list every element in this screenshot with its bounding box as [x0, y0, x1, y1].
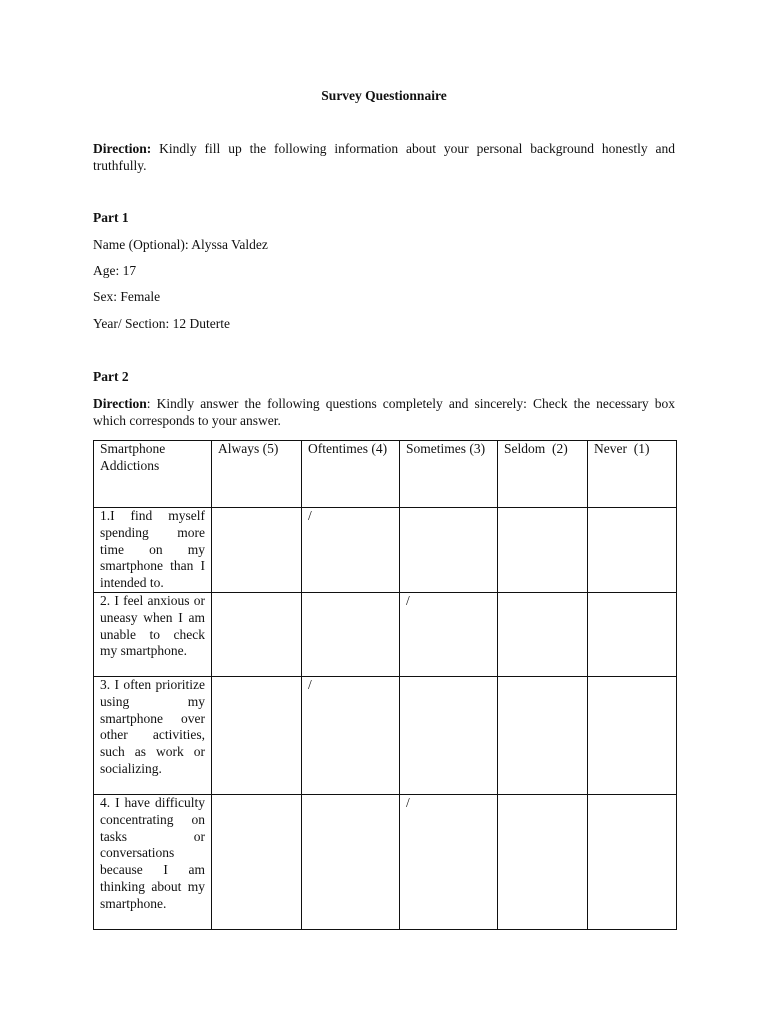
part-2-heading: Part 2: [93, 369, 129, 384]
direction-text: Kindly fill up the following information about your personal background honestly and truthfully.: [93, 141, 675, 173]
table-header-row: [94, 441, 677, 508]
name-line: Name (Optional): Alyssa Valdez: [93, 237, 268, 252]
direction-label: Direction: [93, 396, 147, 411]
direction-paragraph-2: [93, 396, 675, 429]
answer-cell-oftentimes[interactable]: /: [302, 508, 400, 593]
table-row: [94, 593, 677, 677]
answer-cell-always[interactable]: [212, 795, 302, 930]
table-row: [94, 795, 677, 930]
answer-cell-oftentimes[interactable]: /: [302, 677, 400, 795]
answer-cell-always[interactable]: [212, 593, 302, 677]
part-1-heading: Part 1: [93, 210, 129, 225]
year-section-line: Year/ Section: 12 Duterte: [93, 316, 230, 331]
answer-cell-oftentimes[interactable]: [302, 593, 400, 677]
answer-cell-seldom[interactable]: [498, 593, 588, 677]
sex-line: Sex: Female: [93, 289, 161, 304]
answer-cell-oftentimes[interactable]: [302, 795, 400, 930]
answer-cell-seldom[interactable]: [498, 508, 588, 593]
age-line: Age: 17: [93, 263, 137, 278]
page-title: Survey Questionnaire: [321, 88, 447, 103]
header-cell-oftentimes: Oftentimes (4): [302, 441, 400, 508]
answer-cell-never[interactable]: [588, 508, 677, 593]
answer-cell-sometimes[interactable]: [400, 508, 498, 593]
answer-cell-never[interactable]: [588, 677, 677, 795]
header-cell-always: Always (5): [212, 441, 302, 508]
answer-cell-always[interactable]: [212, 508, 302, 593]
question-cell: 4. I have difficulty concentrating on tasks or conversations because I am thinking about my smartphone.: [94, 795, 212, 930]
table-row: [94, 677, 677, 795]
table-row: [94, 508, 677, 593]
answer-cell-never[interactable]: [588, 593, 677, 677]
header-cell-never: Never (1): [588, 441, 677, 508]
answer-cell-never[interactable]: [588, 795, 677, 930]
answer-cell-sometimes[interactable]: /: [400, 795, 498, 930]
survey-table: [93, 440, 677, 930]
direction-text: : Kindly answer the following questions completely and sincerely: Check the necessary box which corresponds to your answer.: [93, 396, 675, 428]
header-cell-seldom: Seldom (2): [498, 441, 588, 508]
question-cell: 1.I find myself spending more time on my smartphone than I intended to.: [94, 508, 212, 593]
answer-cell-seldom[interactable]: [498, 795, 588, 930]
question-cell: 3. I often prioritize using my smartphone over other activities, such as work or socializing.: [94, 677, 212, 795]
answer-cell-sometimes[interactable]: /: [400, 593, 498, 677]
direction-paragraph-1: [93, 141, 675, 174]
question-cell: 2. I feel anxious or uneasy when I am unable to check my smartphone.: [94, 593, 212, 677]
header-cell-category: Smartphone Addictions: [94, 441, 212, 508]
header-cell-sometimes: Sometimes (3): [400, 441, 498, 508]
answer-cell-seldom[interactable]: [498, 677, 588, 795]
direction-label: Direction:: [93, 141, 152, 156]
answer-cell-sometimes[interactable]: [400, 677, 498, 795]
answer-cell-always[interactable]: [212, 677, 302, 795]
